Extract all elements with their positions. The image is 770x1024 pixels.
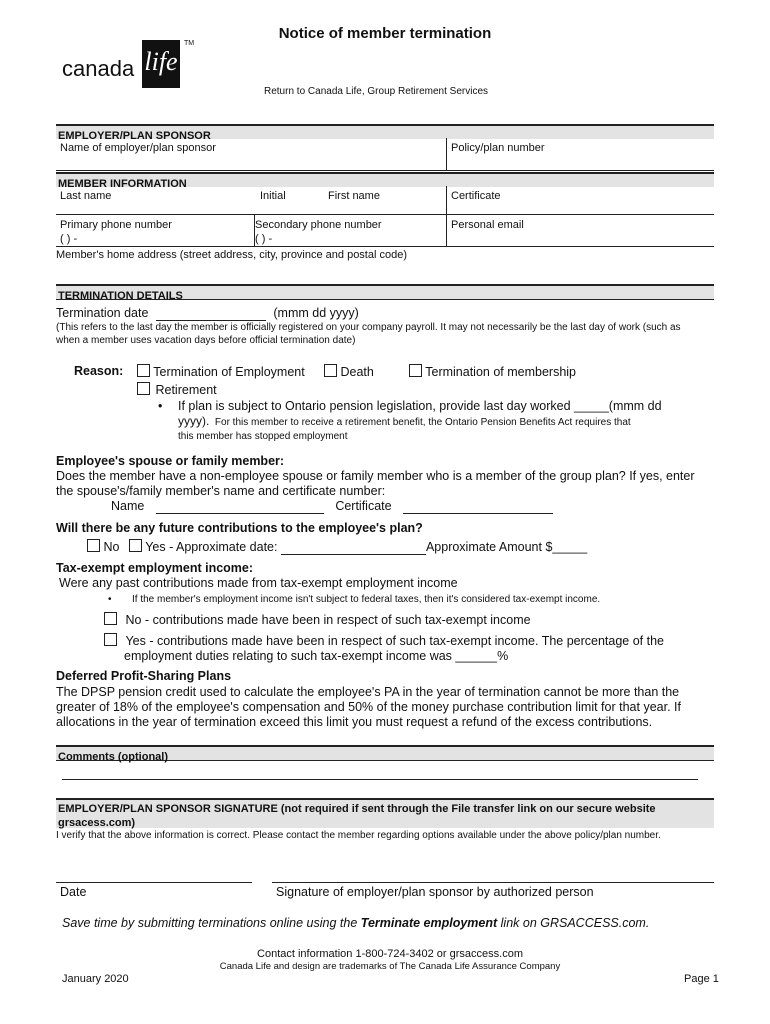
retirement-checkbox[interactable] (137, 382, 150, 395)
bullet-icon: • (158, 399, 163, 413)
dpsp-heading: Deferred Profit-Sharing Plans (56, 669, 232, 683)
spouse-heading: Employee's spouse or family member: (56, 454, 285, 468)
signature-header-text: EMPLOYER/PLAN SPONSOR SIGNATURE (not required if sent through the File transfer link on our secure website grsacess.com) (58, 803, 656, 829)
termination-section-header (56, 284, 714, 300)
certificate-label: Certificate (451, 190, 501, 202)
member-divider-right (446, 186, 447, 246)
tax-yes-option[interactable] (104, 633, 664, 649)
page-title: Notice of member termination (278, 25, 492, 42)
reason-membership-option[interactable] (409, 364, 576, 380)
logo-tm: TM (184, 40, 195, 47)
policy-number-field[interactable] (447, 138, 714, 170)
tax-no-label: No - contributions made have been in respect of such tax-exempt income (125, 613, 531, 627)
secondary-phone-label: Secondary phone number (255, 219, 382, 231)
future-date-field[interactable] (281, 542, 426, 555)
reason-label: Reason: (74, 364, 124, 378)
date-field[interactable] (56, 882, 252, 883)
terminate-employment-link[interactable]: Terminate employment (360, 916, 498, 930)
reason-employment-option[interactable] (137, 364, 305, 380)
signature-label: Signature of employer/plan sponsor by authorized person (276, 885, 594, 899)
future-amount-label: Approximate Amount $_____ (425, 540, 588, 554)
tax-yes-checkbox[interactable] (104, 633, 117, 646)
future-no-label: No (103, 540, 120, 554)
comments-field[interactable] (62, 779, 698, 780)
reason-retirement-option[interactable] (137, 382, 217, 398)
online-submission-note (62, 916, 649, 931)
termination-date-format: (mmm dd yyyy) (273, 306, 359, 320)
tax-no-checkbox[interactable] (104, 612, 117, 625)
comments-section-header (56, 745, 714, 761)
spouse-question: Does the member have a non-employee spouse or family member who is a member of the group plan? If yes, enter the spouse's/family member's name and certificate number: (56, 469, 695, 498)
comments-header-text: Comments (optional) (58, 751, 168, 763)
member-grid (56, 186, 714, 246)
termination-date-note: (This refers to the last day the member is officially registered on your company payroll. It may not necessarily be the last day of work (such as when a member uses vacation days before official termination date) (56, 322, 681, 346)
policy-number-label: Policy/plan number (451, 142, 545, 154)
future-yes-label: Yes - Approximate date: (145, 540, 278, 554)
logo-mark: life (142, 40, 180, 88)
employer-section-header (56, 124, 714, 142)
personal-email-label: Personal email (451, 219, 524, 231)
primary-phone-label: Primary phone number (60, 219, 172, 231)
member-section-header (56, 172, 714, 190)
tax-bullet-icon: • (108, 594, 112, 605)
employment-option-label: Termination of Employment (153, 365, 305, 379)
page-number: Page 1 (684, 973, 719, 985)
ontario-instruction: If plan is subject to Ontario pension legislation, provide last day worked _____(mmm dd (178, 399, 662, 413)
future-contributions-heading: Will there be any future contributions to the employee's plan? (56, 521, 423, 535)
form-date: January 2020 (62, 973, 129, 985)
ontario-note-c: this member has stopped employment (178, 431, 348, 442)
member-row-divider (56, 214, 714, 215)
spouse-certificate-label: Certificate (335, 499, 392, 513)
signature-section-header (56, 798, 714, 828)
date-label: Date (60, 885, 87, 899)
signature-field[interactable] (272, 882, 714, 883)
ontario-note (178, 414, 708, 444)
future-no-checkbox[interactable] (87, 539, 100, 552)
contact-info: Contact information 1-800-724-3402 or grsaccess.com (257, 948, 523, 960)
termination-date-field[interactable] (156, 308, 266, 321)
tax-yes-label: Yes - contributions made have been in respect of such tax-exempt income. The percentage of the (125, 634, 664, 648)
termination-header-text: TERMINATION DETAILS (58, 290, 183, 302)
first-name-label: First name (328, 190, 380, 202)
ontario-note-a: yyyy). (178, 414, 210, 428)
future-contributions-row (87, 539, 587, 555)
secondary-phone-field[interactable]: ( ) - (255, 233, 273, 245)
spouse-fields-row (111, 499, 553, 514)
dpsp-text: The DPSP pension credit used to calculate the employee's PA in the year of termination cannot be more than the greater of 18% of the employee's compensation and 50% of the money purchase contribution limit for that year. If allocations in the year of termination exceed this limit you must request a refund of the excess contributions. (56, 685, 681, 729)
retirement-option-label: Retirement (155, 383, 217, 397)
spouse-name-field[interactable] (156, 501, 324, 514)
reason-death-option[interactable] (324, 364, 374, 380)
trademark-text: Canada Life and design are trademarks of The Canada Life Assurance Company (219, 961, 561, 972)
employer-name-label: Name of employer/plan sponsor (60, 142, 216, 154)
canada-life-logo (62, 40, 212, 96)
member-header-text: MEMBER INFORMATION (58, 178, 187, 190)
initial-label: Initial (260, 190, 286, 202)
tax-exempt-note: If the member's employment income isn't subject to federal taxes, then it's considered tax-exempt income. (132, 594, 601, 605)
membership-checkbox[interactable] (409, 364, 422, 377)
primary-phone-field[interactable]: ( ) - (60, 233, 78, 245)
return-to-text: Return to Canada Life, Group Retirement Services (264, 86, 488, 97)
future-yes-checkbox[interactable] (129, 539, 142, 552)
online-post: link on GRSACCESS.com. (497, 916, 650, 930)
employer-name-field[interactable] (56, 138, 446, 170)
last-name-label: Last name (60, 190, 112, 202)
tax-percentage-line: employment duties relating to such tax-exempt income was ______% (124, 649, 509, 663)
home-address-label: Member's home address (street address, city, province and postal code) (56, 249, 408, 261)
ontario-note-b: For this member to receive a retirement benefit, the Ontario Pension Benefits Act requires that (214, 417, 631, 428)
tax-no-option[interactable] (104, 612, 531, 628)
member-bottom-line (56, 246, 714, 247)
tax-exempt-question: Were any past contributions made from tax-exempt employment income (59, 576, 458, 590)
spouse-certificate-field[interactable] (403, 501, 553, 514)
online-pre: Save time by submitting terminations online using the (62, 916, 361, 930)
termination-date-label: Termination date (56, 306, 149, 320)
spouse-name-label: Name (111, 499, 145, 513)
logo-word: canada (62, 56, 135, 81)
employment-checkbox[interactable] (137, 364, 150, 377)
death-checkbox[interactable] (324, 364, 337, 377)
death-option-label: Death (340, 365, 374, 379)
termination-date-row (56, 306, 359, 321)
employer-row (56, 138, 714, 171)
employer-header-text: EMPLOYER/PLAN SPONSOR (58, 130, 211, 142)
membership-option-label: Termination of membership (425, 365, 577, 379)
signature-verify-text: I verify that the above information is correct. Please contact the member regarding options available under the above policy/plan number. (56, 830, 661, 841)
tax-exempt-heading: Tax-exempt employment income: (56, 561, 254, 575)
